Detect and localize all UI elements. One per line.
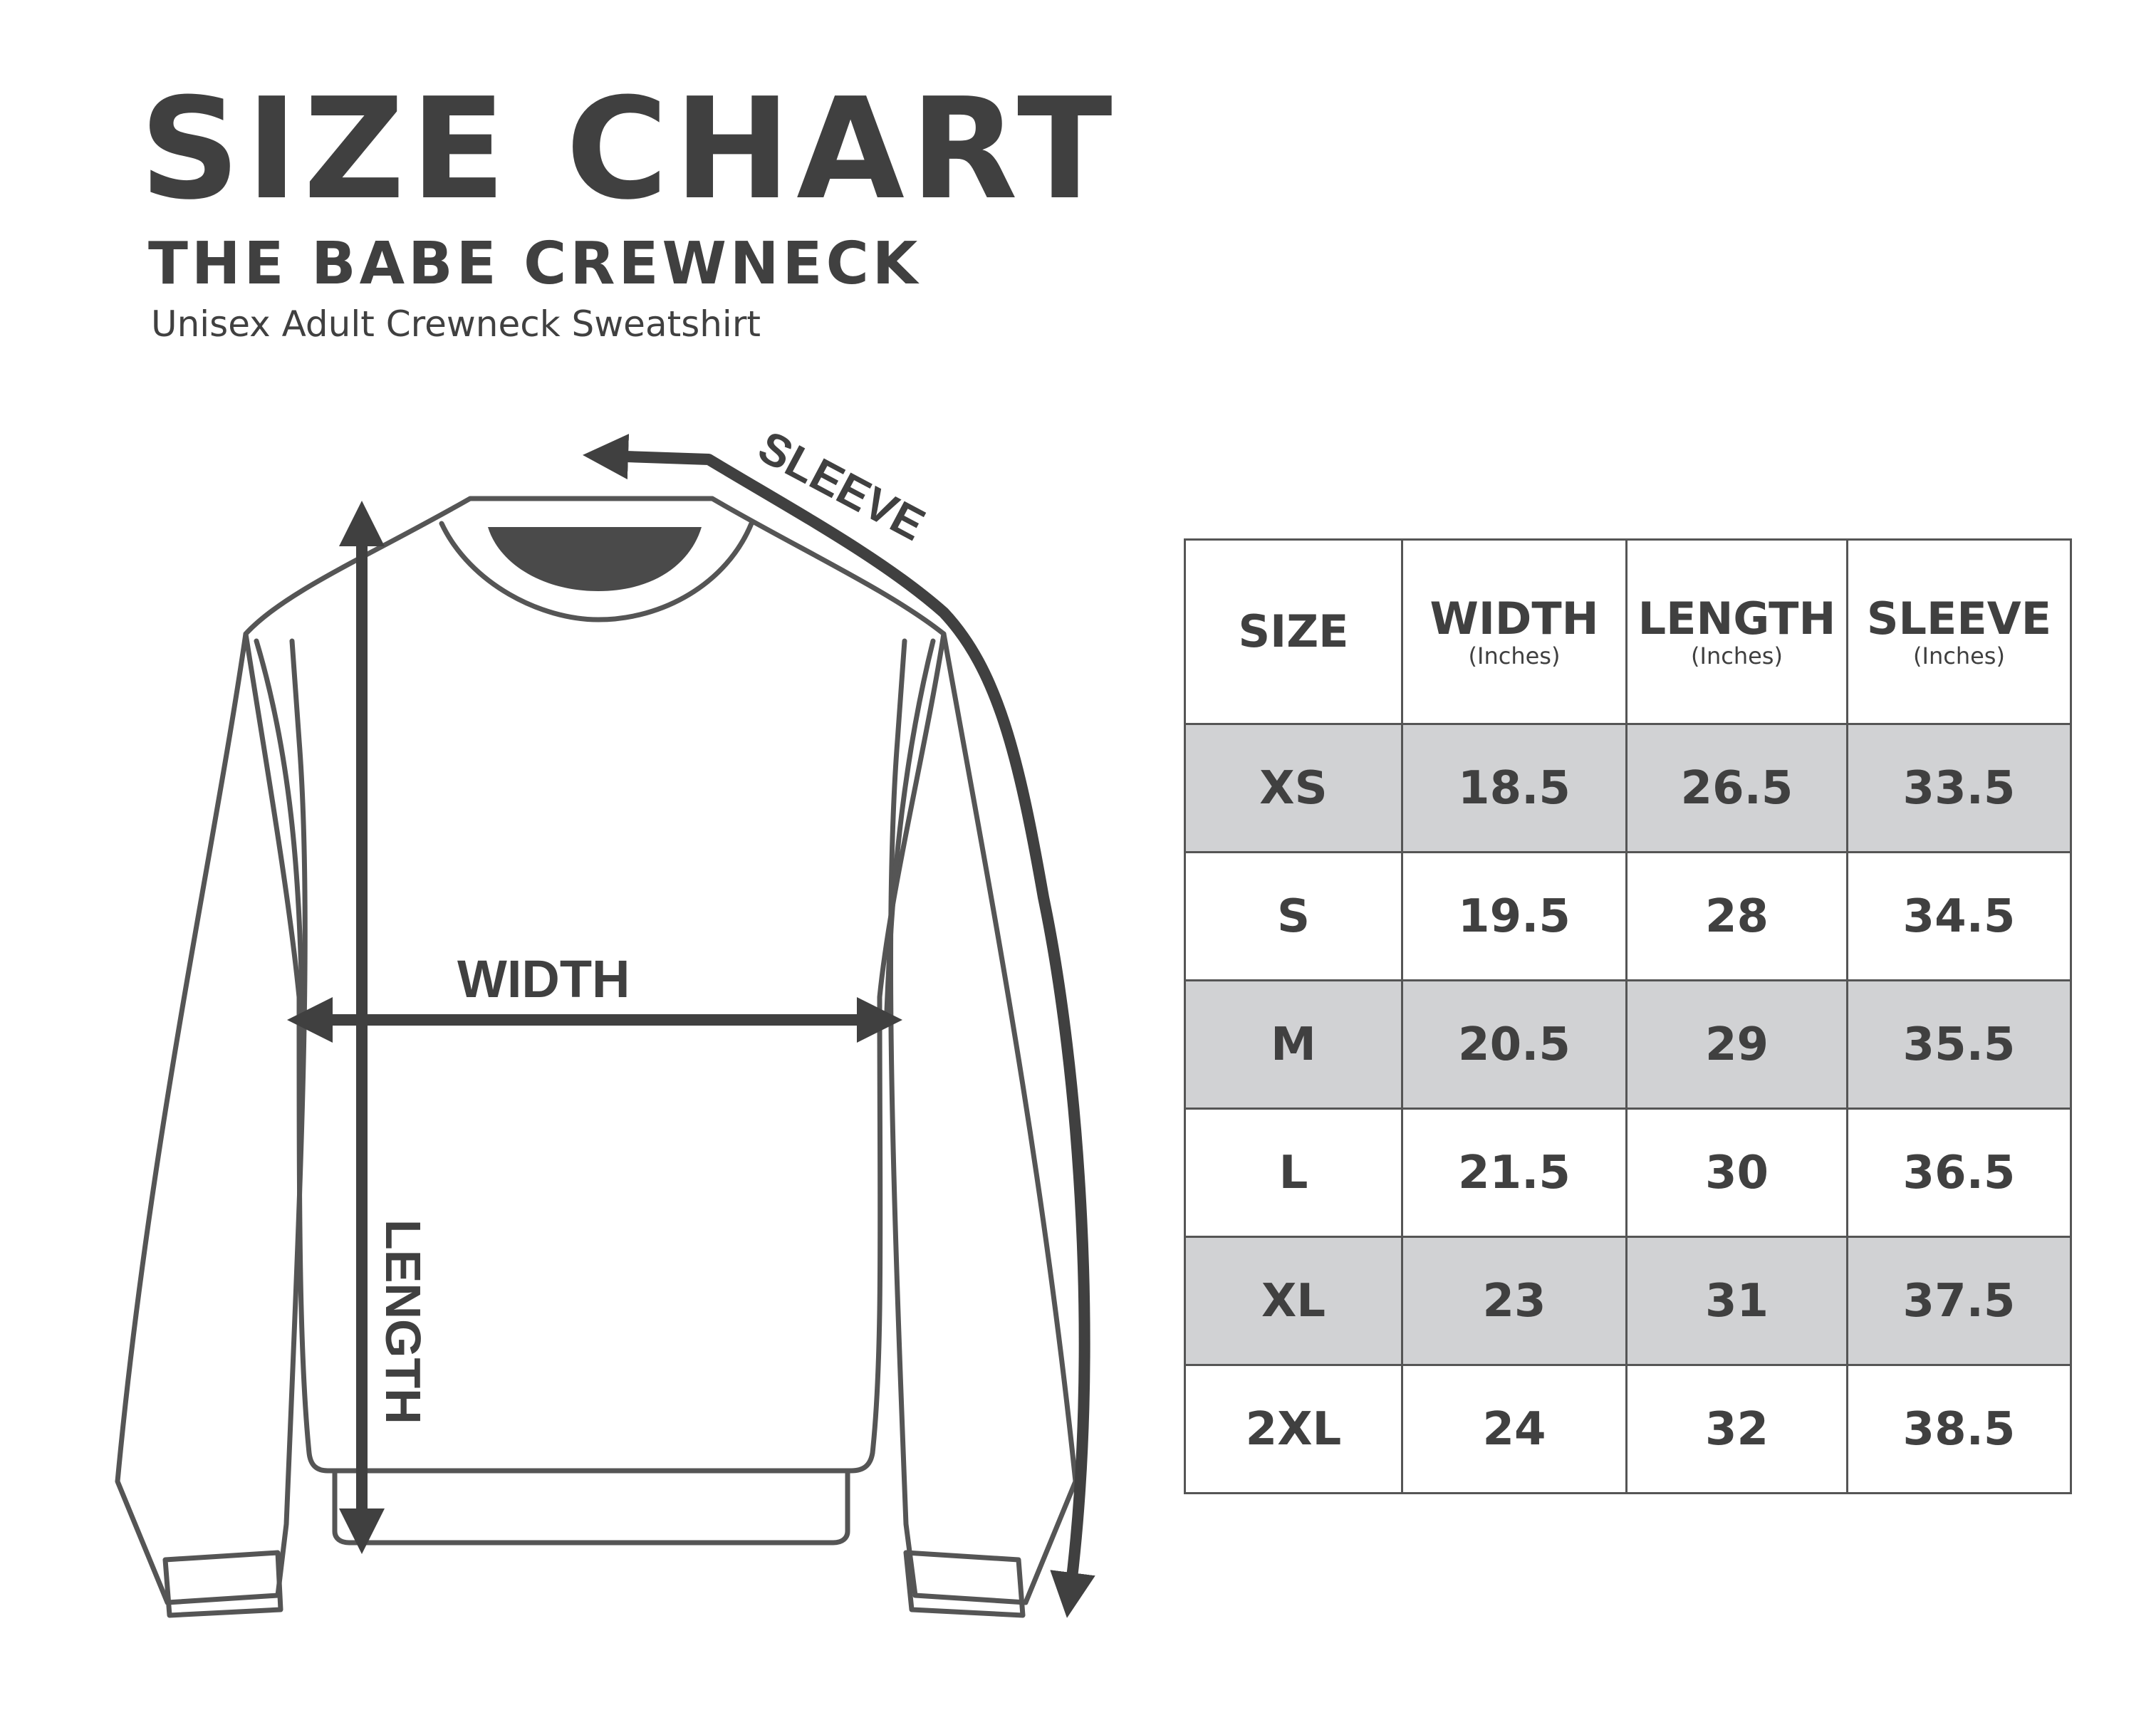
cell-size: L [1185, 1109, 1402, 1237]
table-row [1185, 853, 2071, 981]
sweatshirt-outline [118, 499, 1076, 1615]
cell-sleeve: 33.5 [1848, 724, 2071, 853]
cell-width: 18.5 [1402, 724, 1627, 853]
left-sleeve-shape [118, 634, 305, 1602]
collar-interior-shape [488, 527, 702, 591]
cell-size: XS [1185, 724, 1402, 853]
header-length-unit: (Inches) [1691, 642, 1783, 669]
cell-width: 23 [1402, 1237, 1627, 1365]
cell-length: 31 [1627, 1237, 1848, 1365]
cell-width: 20.5 [1402, 981, 1627, 1109]
cell-size: S [1185, 853, 1402, 981]
cell-length: 30 [1627, 1109, 1848, 1237]
cell-sleeve: 37.5 [1848, 1237, 2071, 1365]
cell-length: 28 [1627, 853, 1848, 981]
hem-band-shape [335, 1471, 848, 1543]
cell-width: 24 [1402, 1365, 1627, 1494]
cell-length: 29 [1627, 981, 1848, 1109]
left-cuff-shape [165, 1553, 281, 1615]
length-label: LENGTH [375, 1219, 431, 1424]
table-header-row [1185, 540, 2071, 724]
sleeve-label: SLEEVE [750, 420, 934, 551]
header-length: LENGTH (Inches) [1627, 540, 1848, 724]
right-cuff-shape [906, 1553, 1023, 1615]
cell-length: 32 [1627, 1365, 1848, 1494]
header-width-unit: (Inches) [1468, 642, 1561, 669]
cell-width: 19.5 [1402, 853, 1627, 981]
size-table [1184, 538, 2072, 1494]
product-description: Unisex Adult Crewneck Sweatshirt [151, 303, 761, 345]
product-name: THE BABE CREWNECK [148, 230, 922, 298]
header-sleeve: SLEEVE (Inches) [1848, 540, 2071, 724]
cell-size: M [1185, 981, 1402, 1109]
cell-width: 21.5 [1402, 1109, 1627, 1237]
cell-size: 2XL [1185, 1365, 1402, 1494]
table-row [1185, 1237, 2071, 1365]
cell-sleeve: 35.5 [1848, 981, 2071, 1109]
header-size: SIZE [1185, 540, 1402, 724]
table-row [1185, 1365, 2071, 1494]
table-row [1185, 1109, 2071, 1237]
cell-sleeve: 38.5 [1848, 1365, 2071, 1494]
header-sleeve-unit: (Inches) [1913, 642, 2005, 669]
cell-length: 26.5 [1627, 724, 1848, 853]
header-width: WIDTH (Inches) [1402, 540, 1627, 724]
cell-sleeve: 34.5 [1848, 853, 2071, 981]
cell-sleeve: 36.5 [1848, 1109, 2071, 1237]
width-label: WIDTH [457, 949, 630, 1009]
table-row [1185, 981, 2071, 1109]
page-title: SIZE CHART [140, 68, 1118, 231]
table-row [1185, 724, 2071, 853]
cell-size: XL [1185, 1237, 1402, 1365]
measurement-arrows [310, 456, 1085, 1595]
